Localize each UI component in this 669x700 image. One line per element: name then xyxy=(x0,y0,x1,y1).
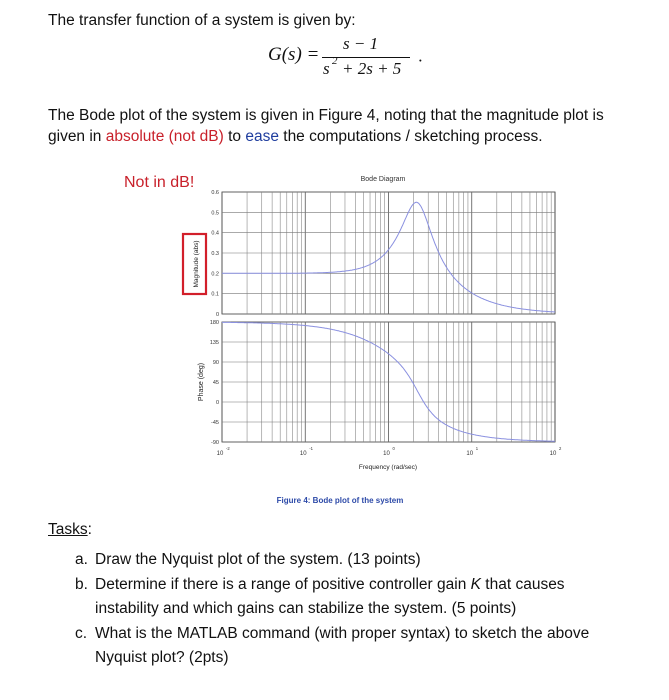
task-item xyxy=(75,548,615,573)
x-tick-exponent: 1 xyxy=(475,446,479,451)
tick-label: 0.4 xyxy=(211,230,219,237)
tick-label: 0.3 xyxy=(211,251,219,257)
x-tick-label: 10 xyxy=(466,451,474,457)
tick-label: 0 xyxy=(215,312,219,318)
tick-label: 0 xyxy=(215,400,219,406)
task-item xyxy=(75,622,615,671)
tick-label: 45 xyxy=(212,380,219,386)
phase-grid xyxy=(222,322,555,442)
bode-description-line1: The Bode plot of the system is given in Figure 4, noting that the magnitude plot is xyxy=(48,107,604,124)
tick-label: 0.2 xyxy=(211,271,219,278)
magnitude-tick-labels xyxy=(211,190,219,318)
tick-label: 135 xyxy=(209,340,219,346)
task-text-b: that causes instability and which gains can stabilize the system. (5 points) xyxy=(95,575,565,617)
task-label: a. xyxy=(75,551,88,568)
x-tick-exponent: 0 xyxy=(392,446,395,451)
tasks-heading-text: Tasks xyxy=(48,521,88,538)
tasks-heading-colon: : xyxy=(87,521,92,538)
not-in-db-annotation: Not in dB! xyxy=(124,174,195,191)
task-label: c. xyxy=(75,624,88,642)
tick-label: -45 xyxy=(211,420,219,426)
task-item xyxy=(75,573,615,622)
tasks-heading xyxy=(48,521,92,539)
equation-trailing-dot: · xyxy=(418,51,423,70)
x-tick-label: 10 xyxy=(549,451,557,457)
line2-text-a: given in xyxy=(48,128,106,145)
x-tick-exponent: 2 xyxy=(559,446,562,451)
task-text: Draw the Nyquist plot of the system. (13 points) xyxy=(95,551,421,568)
figure-title: Bode Diagram xyxy=(360,176,406,183)
equation-numerator: s − 1 xyxy=(343,34,379,53)
phase-axis-label: Phase (deg) xyxy=(198,362,205,402)
gain-k-symbol: K xyxy=(470,575,481,593)
task-text-a: Determine if there is a range of positive controller gain xyxy=(95,575,471,593)
task-list xyxy=(75,548,615,671)
line2-text-c: the computations / sketching process. xyxy=(278,128,543,145)
equation-denominator-s: s xyxy=(323,59,330,78)
equation-denominator-exponent: 2 xyxy=(332,55,338,67)
intro-text: The transfer function of a system is given by: xyxy=(48,12,356,29)
tick-label: 0.5 xyxy=(211,210,219,217)
x-tick-label: 10 xyxy=(383,451,390,457)
phase-tick-labels xyxy=(210,320,219,446)
ease-highlight: ease xyxy=(245,128,279,145)
tick-label: -90 xyxy=(211,440,219,446)
figure-caption: Figure 4: Bode plot of the system xyxy=(276,496,404,505)
x-tick-exponent: -1 xyxy=(309,446,313,451)
tick-label: 0.1 xyxy=(211,291,219,298)
task-text xyxy=(95,573,615,622)
x-tick-label: 10 xyxy=(299,451,307,457)
x-tick-label: 10 xyxy=(216,451,224,457)
tick-label: 180 xyxy=(209,320,219,326)
tick-label: 90 xyxy=(212,360,219,366)
equation-denominator-rest: + 2s + 5 xyxy=(342,59,402,78)
x-tick-exponent: -2 xyxy=(226,446,230,451)
frequency-tick-labels xyxy=(217,446,562,457)
tick-label: 0.6 xyxy=(211,190,219,196)
magnitude-axis-label: Magnitude (abs) xyxy=(193,240,200,288)
task-text: What is the MATLAB command (with proper syntax) to sketch the above Nyquist plot? (2pts) xyxy=(95,624,590,666)
frequency-axis-label: Frequency (rad/sec) xyxy=(358,464,418,471)
magnitude-grid xyxy=(222,192,555,314)
task-label: b. xyxy=(75,575,88,593)
absolute-not-db-highlight: absolute (not dB) xyxy=(105,128,224,145)
equation-lhs: G(s) = xyxy=(268,44,320,65)
line2-text-b: to xyxy=(223,128,246,145)
